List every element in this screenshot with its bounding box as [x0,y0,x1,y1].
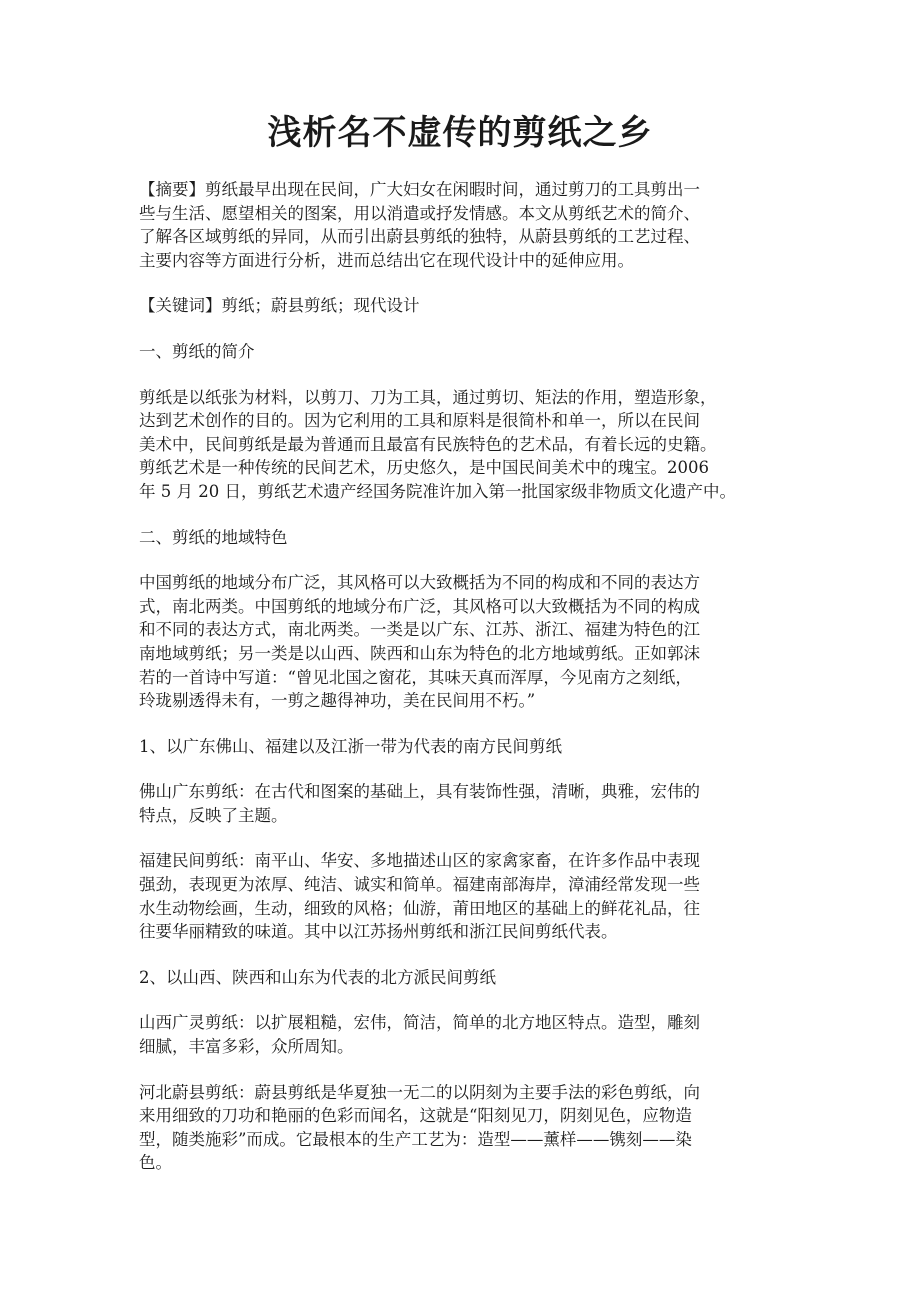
paragraph-line: 山西广灵剪纸：以扩展粗糙，宏伟，简洁，简单的北方地区特点。造型，雕刻 [139,1013,700,1033]
paragraph-line: 河北蔚县剪纸：蔚县剪纸是华夏独一无二的以阴刻为主要手法的彩色剪纸，向 [139,1082,700,1102]
paragraph-line: 剪纸艺术是一种传统的民间艺术，历史悠久，是中国民间美术中的瑰宝。2006 [139,458,709,478]
subsection-1-heading: 1、以广东佛山、福建以及江浙一带为代表的南方民间剪纸 [139,736,562,756]
document-title: 浅析名不虚传的剪纸之乡 [267,113,653,153]
abstract-line: 主要内容等方面进行分析，进而总结出它在现代设计中的延伸应用。 [139,250,634,270]
paragraph-line: 美术中，民间剪纸是最为普通而且最富有民族特色的艺术品，有着长远的史籍。 [139,434,717,454]
section-1-paragraph [139,386,804,504]
section-2-paragraph [139,571,804,713]
paragraph-line: 佛山广东剪纸：在古代和图案的基础上，具有装饰性强，清晰，典雅，宏伟的 [139,782,700,802]
paragraph-line: 式，南北两类。中国剪纸的地域分布广泛，其风格可以大致概括为不同的构成 [139,596,700,616]
paragraph-line: 来用细致的刀功和艳丽的色彩而闻名，这就是“阳刻见刀，阴刻见色，应物造 [139,1106,692,1126]
paragraph-line: 南地域剪纸；另一类是以山西、陕西和山东为特色的北方地域剪纸。正如郭沫 [139,643,700,663]
paragraph-line: 特点，反映了主题。 [139,805,288,825]
paragraph-line: 福建民间剪纸：南平山、华安、多地描述山区的家禽家畜，在许多作品中表现 [139,851,700,871]
paragraph-line: 年 5 月 20 日，剪纸艺术遗产经国务院准许加入第一批国家级非物质文化遗产中。 [139,481,736,501]
paragraph-line: 水生动物绘画，生动，细致的风格；仙游，莆田地区的基础上的鲜花礼品，往 [139,898,700,918]
abstract-line: 些与生活、愿望相关的图案，用以消遣或抒发情感。本文从剪纸艺术的简介、 [139,203,700,223]
shanxi-paragraph [139,1011,804,1058]
paragraph-line: 剪纸是以纸张为材料，以剪刀、刀为工具，通过剪切、矩法的作用，塑造形象， [139,387,717,407]
paragraph-line: 和不同的表达方式，南北两类。一类是以广东、江苏、浙江、福建为特色的江 [139,620,700,640]
abstract-line: 【摘要】剪纸最早出现在民间，广大妇女在闲暇时间，通过剪刀的工具剪出一 [139,180,700,199]
abstract-paragraph [139,178,804,272]
subsection-2-heading: 2、以山西、陕西和山东为代表的北方派民间剪纸 [139,967,496,987]
document-body [139,178,804,1197]
section-1-heading: 一、剪纸的简介 [139,341,255,361]
paragraph-line: 色。 [139,1153,172,1173]
keywords-line: 【关键词】剪纸；蔚县剪纸；现代设计 [139,296,420,316]
paragraph-line: 细腻，丰富多彩，众所周知。 [139,1037,354,1057]
paragraph-line: 中国剪纸的地域分布广泛，其风格可以大致概括为不同的构成和不同的表达方 [139,573,700,593]
fujian-paragraph [139,849,804,943]
paragraph-line: 达到艺术创作的目的。因为它利用的工具和原料是很简朴和单一，所以在民间 [139,411,700,431]
paragraph-line: 型，随类施彩”而成。它最根本的生产工艺为：造型——薰样——镌刻——染 [139,1129,692,1149]
paragraph-line: 往要华丽精致的味道。其中以江苏扬州剪纸和浙江民间剪纸代表。 [139,922,618,942]
abstract-line: 了解各区域剪纸的异同，从而引出蔚县剪纸的独特，从蔚县剪纸的工艺过程、 [139,227,700,247]
paragraph-line: 玲珑剔透得未有，一剪之趣得神功，美在民间用不朽。” [139,691,536,711]
section-2-heading: 二、剪纸的地域特色 [139,527,288,547]
foshan-paragraph [139,780,804,827]
paragraph-line: 若的一首诗中写道：“曾见北国之窗花，其味天真而浑厚，今见南方之刻纸， [139,667,692,687]
hebei-paragraph [139,1081,804,1175]
paragraph-line: 强劲，表现更为浓厚、纯洁、诚实和简单。福建南部海岸，漳浦经常发现一些 [139,875,700,895]
